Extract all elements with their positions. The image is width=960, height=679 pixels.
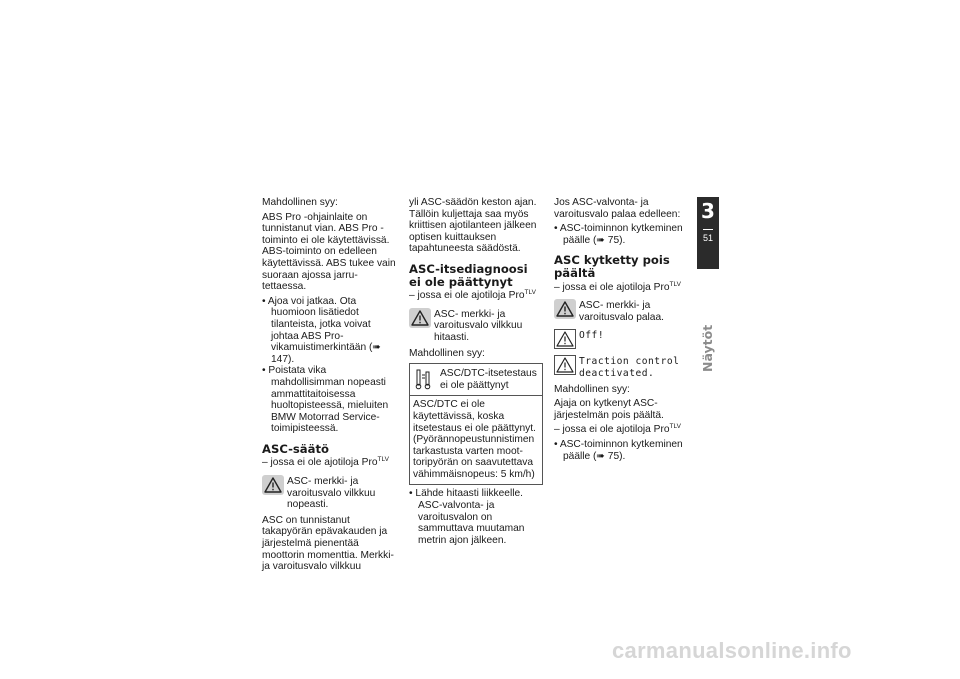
warning-light-text: ASC- merkki- ja varoitusvalo vilkkuu nopeasti. [287, 476, 376, 511]
column-3 [554, 197, 688, 462]
warning-light-text: ASC- merkki- ja varoitusvalo palaa. [579, 300, 664, 323]
bullet-repair-fault: • Poistata vika mahdollisimman nopeasti ammattitaitoisessa huoltopisteessä, mieluiten BMW Motorrad Service-toimipisteessä. [262, 365, 389, 435]
page-number: 51 [702, 233, 713, 243]
possible-cause-label: Mahdollinen syy: [409, 347, 485, 359]
display-message-traction: Traction control deactivated. [579, 356, 680, 379]
chapter-tab [697, 197, 719, 269]
condition-no-pro-modes: – jossa ei ole ajotiloja Pro$^{TLV}$ [409, 289, 536, 302]
display-message-off: Off! [579, 330, 605, 342]
warning-triangle-icon [409, 308, 431, 328]
info-box-title: ASC/DTC-itsetestaus ei ole päättynyt [440, 368, 537, 391]
info-box-symbol-icon [414, 368, 436, 390]
rider-disabled-text: Ajaja on kytkenyt ASC-järjestelmän pois päältä. [554, 398, 664, 421]
bullet-continue-riding: • Ajoa voi jatkaa. Ota huomioon lisätiedot tilanteista, jotka voivat johtaa ABS Pro-vikamuistimerkintään (➠ 147). [262, 295, 381, 365]
bullet-switch-on-asc: • ASC-toiminnon kytkeminen päälle (➠ 75). [554, 438, 683, 462]
display-traction-row [554, 355, 688, 379]
warning-triangle-outline-icon [554, 355, 576, 375]
abs-pro-fault-text: ABS Pro -ohjainlaite on tunnistanut vian. ABS Pro -toiminto ei ole käytettävissä. ABS-toiminto on edelleen käytettävissä. ABS tukee vain suoraan ajossa jarrutettaessa. [262, 211, 396, 293]
if-light-still-on-text: Jos ASC-valvonta- ja varoitusvalo palaa edelleen: [554, 197, 681, 220]
asc-detected-text: ASC on tunnistanut takapyörän epävakauden ja järjestelmä pienentää moottorin momenttia. Merkki- ja varoitusvalo vilkkuu [262, 514, 394, 573]
info-box-header [410, 364, 542, 396]
info-box-body: ASC/DTC ei ole käytettävissä, koska itsetestaus ei ole päättynyt. (Pyörännopeustunnistimen tarkastusta varten moottoripyörän on saavutettava vähimmäisnopeus: 5 km/h) [413, 399, 536, 480]
possible-cause-label: Mahdollinen syy: [262, 197, 338, 208]
section-heading-asc-self-diagnosis: ASC-itsediagnoosi ei ole päättynyt [409, 261, 528, 289]
section-heading-asc-control: ASC-säätö [262, 441, 329, 456]
warning-triangle-icon [262, 475, 284, 495]
chapter-title: Näytöt [700, 324, 715, 372]
chapter-tab-divider [703, 229, 713, 230]
column-2 [409, 197, 543, 546]
section-heading-asc-off: ASC kytketty pois päältä [554, 253, 670, 280]
chapter-side-title [700, 320, 718, 380]
condition-no-pro-modes: – jossa ei ole ajotiloja Pro$^{TLV}$ [554, 423, 681, 436]
warning-light-row [262, 475, 396, 511]
display-off-row [554, 329, 688, 349]
warning-light-text: ASC- merkki- ja varoitusvalo vilkkuu hitaasti. [434, 308, 523, 343]
column-1 [262, 197, 396, 576]
condition-no-pro-modes: – jossa ei ole ajotiloja Pro$^{TLV}$ [554, 280, 681, 293]
watermark: carmanualsonline.info [612, 638, 852, 663]
warning-triangle-outline-icon [554, 329, 576, 349]
chapter-number: 3 [701, 199, 715, 223]
self-test-info-box [409, 363, 543, 485]
condition-no-pro-modes: – jossa ei ole ajotiloja Pro$^{TLV}$ [262, 456, 389, 469]
asc-duration-text: yli ASC-säädön keston ajan. Tällöin kuljettaja saa myös kriittisen ajotilanteen jälkeen optisen kuittauksen tapahtuneesta säädöstä. [409, 197, 537, 255]
bullet-contact-service: • ASC-toiminnon kytkeminen päälle (➠ 75). [554, 223, 683, 246]
possible-cause-label: Mahdollinen syy: [554, 383, 630, 395]
bullet-start-slowly: • Lähde hitaasti liikkeelle. ASC-valvonta- ja varoitusvalon on sammuttava muutaman metrin ajon jälkeen. [409, 488, 525, 546]
warning-light-row [409, 308, 543, 344]
warning-light-row [554, 299, 688, 323]
warning-triangle-icon [554, 299, 576, 319]
